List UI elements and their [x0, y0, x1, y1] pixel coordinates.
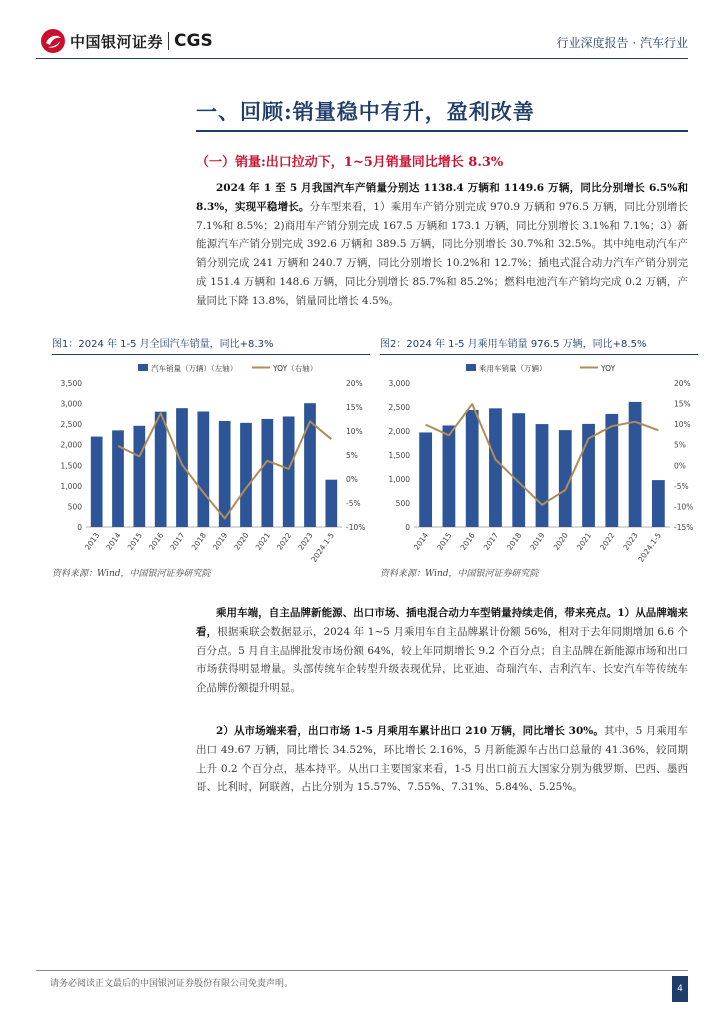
- y2-tick-label: -15%: [674, 523, 694, 532]
- brand-logo: [40, 28, 213, 54]
- y-tick-label: 0: [77, 523, 82, 532]
- y2-tick-label: -5%: [674, 481, 689, 491]
- y-tick-label: 1,500: [388, 451, 410, 460]
- chart-bar: [240, 423, 252, 527]
- section-divider: [196, 130, 688, 132]
- chart-bar: [133, 426, 145, 527]
- paragraph-export-analysis: [196, 722, 688, 797]
- figure-caption: 图2：2024 年 1-5 月乘用车销量 976.5 万辆，同比+8.5%: [380, 335, 698, 355]
- y2-tick-label: -5%: [346, 499, 361, 508]
- section-title: 一、回顾:销量稳中有升，盈利改善: [196, 99, 535, 124]
- x-tick-label: 2015: [125, 530, 144, 552]
- y2-tick-label: 20%: [674, 379, 691, 388]
- chart-bar: [283, 416, 295, 527]
- paragraph-lead: 2）从市场端来看，出口市场 1-5 月乘用车累计出口 210 万辆，同比增长 30%。: [216, 725, 604, 737]
- x-tick-label: 2019: [528, 530, 547, 552]
- x-tick-label: 2024.1-5: [309, 530, 336, 564]
- x-tick-label: 2023: [621, 530, 640, 552]
- y2-tick-label: 5%: [674, 440, 686, 450]
- y-tick-label: 500: [395, 499, 410, 508]
- x-tick-label: 2018: [189, 530, 208, 552]
- x-tick-label: 2022: [598, 530, 617, 552]
- chart-bar: [629, 402, 642, 527]
- y2-tick-label: 20%: [346, 379, 363, 388]
- figure-passenger-sales: [380, 335, 698, 570]
- x-tick-label: 2021: [574, 530, 594, 552]
- legend-bar-swatch: [138, 364, 148, 371]
- y-tick-label: 2,500: [60, 420, 82, 430]
- y2-tick-label: 10%: [674, 420, 691, 430]
- header-divider: [36, 58, 688, 59]
- figure-caption: 图1：2024 年 1-5 月全国汽车销量，同比+8.3%: [52, 335, 370, 355]
- y2-tick-label: 10%: [346, 427, 363, 436]
- y2-tick-label: -10%: [346, 523, 366, 532]
- x-tick-label: 2021: [253, 530, 272, 552]
- x-tick-label: 2015: [435, 530, 454, 552]
- chart-bar: [652, 480, 665, 527]
- x-tick-label: 2014: [411, 530, 431, 552]
- chart-bar: [419, 432, 432, 527]
- legend-line-label: YOY: [601, 364, 616, 373]
- x-tick-label: 2016: [146, 530, 166, 552]
- figure-source: 资料来源：Wind，中国银河证券研究院: [380, 569, 539, 579]
- y-tick-label: 2,000: [60, 440, 82, 450]
- y2-tick-label: 15%: [674, 399, 691, 409]
- y2-tick-label: 15%: [346, 403, 363, 412]
- paragraph-lead: 乘用车端，自主品牌新能源、出口市场、插电混合动力车型销量持续走俏，带来亮点。1）从品牌端来看，: [196, 607, 688, 638]
- x-tick-label: 2019: [210, 530, 230, 552]
- x-tick-label: 2023: [296, 530, 315, 552]
- x-tick-label: 2013: [82, 530, 102, 552]
- chart-passenger-car-sales: [380, 355, 698, 570]
- paragraph-lead: 2024 年 1 至 5 月我国汽车产销量分别达 1138.4 万辆和 1149.6 万辆，同比分别增长 6.5%和 8.3%，实现平稳增长。: [196, 182, 688, 213]
- x-tick-label: 2020: [551, 530, 570, 552]
- y2-tick-label: 0%: [346, 475, 358, 484]
- legend-bar-swatch: [466, 364, 476, 371]
- chart-bar: [443, 425, 456, 527]
- legend-line-label: YOY（右轴）: [273, 364, 318, 373]
- x-tick-label: 2014: [104, 530, 123, 552]
- y-tick-label: 1,000: [388, 475, 410, 484]
- chart-bar: [91, 437, 103, 527]
- y-tick-label: 3,000: [60, 399, 82, 409]
- x-tick-label: 2022: [274, 530, 294, 552]
- legend-bar-label: 汽车销量（万辆）（左轴）: [151, 364, 238, 373]
- x-tick-label: 2024.1-5: [636, 530, 664, 564]
- chart-bar: [605, 414, 618, 527]
- y-tick-label: 3,500: [60, 379, 82, 388]
- y-tick-label: 2,000: [388, 427, 410, 436]
- chart-bar: [155, 412, 167, 527]
- chart-bar: [466, 410, 479, 527]
- chart-bar: [489, 408, 502, 527]
- subsection-title: （一）销量:出口拉动下，1~5月销量同比增长 8.3%: [196, 155, 504, 170]
- y-tick-label: 0: [405, 523, 410, 532]
- brand-name-en: CGS: [174, 31, 213, 51]
- y-tick-label: 1,500: [60, 461, 82, 471]
- brand-name-cn: 中国银河证券: [70, 32, 164, 51]
- paragraph-sales-overview: [196, 179, 688, 311]
- paragraph-body: 分车型来看，1）乘用车产销分别完成 970.9 万辆和 976.5 万辆，同比分别增长 7.1%和 8.5%；2)商用车产销分别完成 167.5 万辆和 173.1 万辆，同比分别增长 3.1%和 7.1%；3）新能源汽车产销分别完成 392.6 万辆和 389.5 万辆，同比分别增长 30.7%和 32.5%。其中纯电动汽车产销分别完成 241 万辆和 240.7 万辆，同比分别增长 10.2%和 12.7%；插电式混合动力汽车产销分别完成 151.4 万辆和 148.6 万辆，同比分别增长 85.7%和 85.2%；燃料电池汽车产销均完成 0.2 万辆，产量同比下降 13.8%，销量同比增长 4.5%。: [196, 200, 688, 307]
- x-tick-label: 2018: [505, 530, 524, 552]
- paragraph-body: 其中，5 月乘用车出口 49.67 万辆，同比增长 34.52%，环比增长 2.16%，5 月新能源车占出口总量的 41.36%，较同期上升 0.2 个百分点，基本持平。从出口主要国家来看，1-5 月出口前五大国家分别为俄罗斯、巴西、墨西哥、比利时，阿联酋，占比分别为 15.57%、7.55%、7.31%、5.84%、5.25%。: [196, 725, 688, 794]
- page-header: [0, 0, 724, 62]
- y-tick-label: 1,000: [60, 481, 82, 491]
- galaxy-logo-icon: [40, 28, 66, 54]
- chart-bar: [512, 413, 525, 527]
- chart-bar: [261, 419, 273, 527]
- y2-tick-label: -10%: [674, 502, 694, 512]
- report-type: 行业深度报告 · 汽车行业: [556, 36, 688, 50]
- y2-tick-label: 0%: [674, 461, 686, 471]
- footer-disclaimer: 请务必阅读正文最后的中国银河证券股份有限公司免责声明。: [50, 979, 294, 989]
- x-tick-label: 2017: [168, 530, 187, 552]
- figure-source: 资料来源：Wind，中国银河证券研究院: [52, 569, 211, 579]
- chart-bar: [536, 424, 549, 527]
- y2-tick-label: 5%: [346, 451, 358, 460]
- x-tick-label: 2017: [481, 530, 501, 552]
- chart-total-auto-sales: [52, 355, 370, 570]
- footer-divider: [36, 970, 688, 971]
- brand-separator: [168, 32, 169, 50]
- x-tick-label: 2016: [458, 530, 477, 552]
- chart-bar: [176, 408, 188, 527]
- paragraph-brand-analysis: [196, 604, 688, 698]
- legend-bar-label: 乘用车销量（万辆）: [479, 364, 547, 373]
- figure-total-sales: [52, 335, 370, 570]
- page-number: 4: [672, 976, 688, 1002]
- chart-bar: [197, 411, 209, 527]
- y-tick-label: 3,000: [388, 379, 410, 388]
- chart-bar: [325, 480, 337, 527]
- y-tick-label: 2,500: [388, 403, 410, 412]
- chart-bar: [112, 430, 124, 527]
- paragraph-body: 根据乘联会数据显示，2024 年 1~5 月乘用车自主品牌累计份额 56%，相对于去年同期增加 6.6 个百分点。5 月自主品牌批发市场份额 64%，较上年同期增长 9.2 个百分点；自主品牌在新能源市场和出口市场获得明显增量。头部传统车企转型升级表现优异，比亚迪、奇瑞汽车、吉利汽车、长安汽车等传统车企品牌份额提升明显。: [196, 625, 688, 695]
- x-tick-label: 2020: [232, 530, 251, 552]
- y-tick-label: 500: [67, 502, 82, 512]
